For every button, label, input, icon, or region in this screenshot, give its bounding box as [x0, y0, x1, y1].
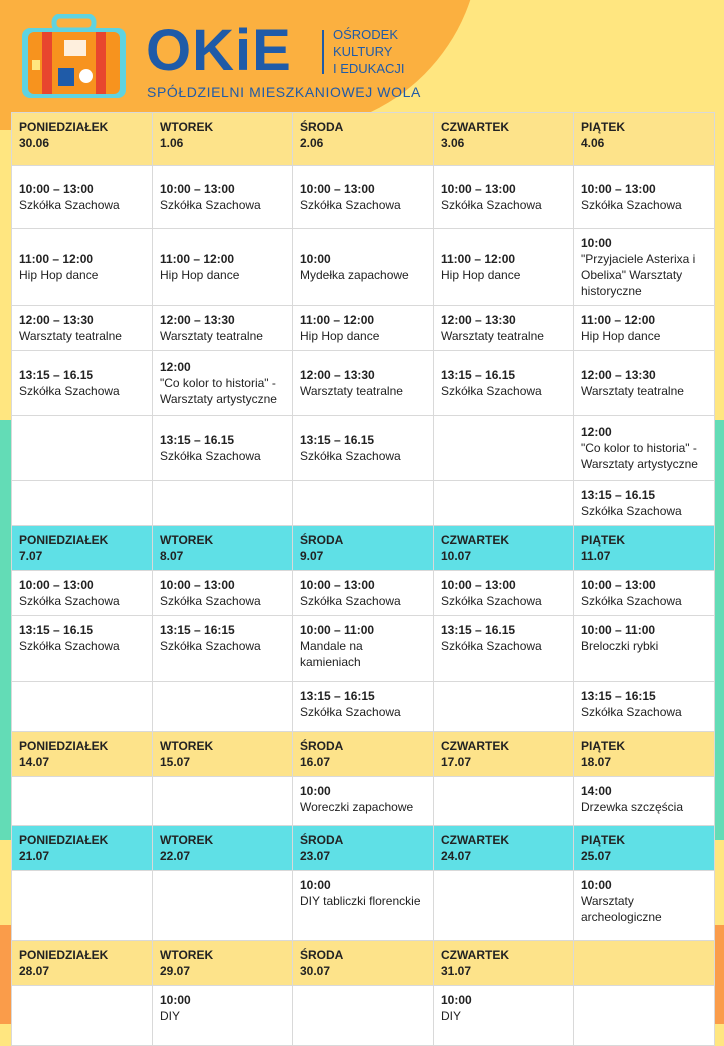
brand-tagline: SPÓŁDZIELNI MIESZKANIOWEJ WOLA — [147, 84, 421, 100]
activity-time: 10:00 – 13:00 — [300, 182, 375, 196]
activity-cell — [434, 416, 574, 481]
day-date: 9.07 — [300, 549, 324, 563]
activity-name: Szkółka Szachowa — [441, 198, 542, 212]
activity-time: 12:00 – 13:30 — [19, 313, 94, 327]
activity-time: 10:00 – 13:00 — [441, 578, 516, 592]
activity-row — [12, 871, 715, 941]
activity-row — [12, 416, 715, 481]
activity-time: 10:00 – 13:00 — [19, 182, 94, 196]
activity-cell — [153, 166, 293, 229]
activity-row — [12, 682, 715, 732]
activity-name: Szkółka Szachowa — [19, 384, 120, 398]
day-name: CZWARTEK — [441, 120, 509, 134]
activity-time: 13:15 – 16.15 — [19, 368, 94, 382]
day-date: 30.07 — [300, 964, 331, 978]
activity-cell — [434, 682, 574, 732]
activity-row — [12, 229, 715, 306]
activity-time: 10:00 – 13:00 — [441, 182, 516, 196]
activity-name: Szkółka Szachowa — [300, 705, 401, 719]
activity-time: 10:00 – 13:00 — [581, 578, 656, 592]
activity-name: Szkółka Szachowa — [581, 705, 682, 719]
activity-cell — [574, 571, 715, 616]
activity-time: 12:00 – 13:30 — [581, 368, 656, 382]
activity-cell — [153, 351, 293, 416]
day-name: PONIEDZIAŁEK — [19, 533, 109, 547]
activity-time: 11:00 – 12:00 — [160, 252, 235, 266]
activity-time: 10:00 — [300, 878, 331, 892]
activity-name: Hip Hop dance — [581, 329, 661, 343]
activity-time: 11:00 – 12:00 — [441, 252, 516, 266]
activity-cell — [434, 616, 574, 682]
activity-cell — [12, 229, 153, 306]
activity-cell — [574, 416, 715, 481]
activity-time: 10:00 – 13:00 — [581, 182, 656, 196]
activity-cell — [12, 416, 153, 481]
activity-time: 10:00 — [300, 252, 331, 266]
activity-time: 12:00 – 13:30 — [300, 368, 375, 382]
day-date: 1.06 — [160, 136, 184, 150]
activity-time: 12:00 – 13:30 — [160, 313, 235, 327]
activity-time: 13:15 – 16:15 — [300, 689, 375, 703]
day-name: ŚRODA — [300, 533, 344, 547]
activity-cell — [574, 481, 715, 526]
day-date: 18.07 — [581, 755, 612, 769]
activity-time: 11:00 – 12:00 — [19, 252, 94, 266]
activity-name: DIY — [160, 1009, 181, 1023]
activity-row — [12, 481, 715, 526]
activity-cell — [574, 166, 715, 229]
week-header-row — [12, 113, 715, 166]
activity-cell — [574, 777, 715, 826]
day-name: WTOREK — [160, 120, 214, 134]
activity-time: 13:15 – 16:15 — [160, 623, 235, 637]
activity-cell — [12, 166, 153, 229]
day-header-cell — [574, 113, 715, 166]
day-date: 10.07 — [441, 549, 472, 563]
activity-cell — [434, 986, 574, 1046]
day-name: PIĄTEK — [581, 739, 626, 753]
day-header-cell — [434, 826, 574, 871]
activity-time: 10:00 – 13:00 — [160, 182, 235, 196]
day-header-cell — [293, 941, 434, 986]
day-name: CZWARTEK — [441, 739, 509, 753]
week-header-row — [12, 826, 715, 871]
day-header-cell — [434, 941, 574, 986]
activity-cell — [293, 777, 434, 826]
day-name: PIĄTEK — [581, 120, 626, 134]
activity-name: Warsztaty teatralne — [441, 329, 544, 343]
activity-cell — [12, 616, 153, 682]
activity-name: Szkółka Szachowa — [441, 384, 542, 398]
activity-name: Szkółka Szachowa — [160, 594, 261, 608]
activity-time: 10:00 – 13:00 — [19, 578, 94, 592]
activity-cell — [153, 416, 293, 481]
day-header-cell — [574, 732, 715, 777]
activity-cell — [153, 986, 293, 1046]
activity-time: 14:00 — [581, 784, 612, 798]
activity-cell — [12, 777, 153, 826]
activity-name: DIY — [441, 1009, 462, 1023]
brand-divider — [322, 30, 324, 74]
week-header-row — [12, 941, 715, 986]
day-name: WTOREK — [160, 833, 214, 847]
week-header-row — [12, 732, 715, 777]
activity-cell — [434, 306, 574, 351]
page-header — [0, 0, 724, 110]
activity-name: Szkółka Szachowa — [160, 198, 261, 212]
activity-name: Szkółka Szachowa — [160, 449, 261, 463]
activity-time: 10:00 — [441, 993, 472, 1007]
activity-name: Szkółka Szachowa — [300, 198, 401, 212]
activity-cell — [293, 229, 434, 306]
activity-cell — [153, 871, 293, 941]
activity-cell — [293, 166, 434, 229]
day-header-cell — [434, 732, 574, 777]
day-header-cell — [12, 826, 153, 871]
activity-cell — [293, 571, 434, 616]
day-date: 15.07 — [160, 755, 191, 769]
activity-time: 10:00 — [300, 784, 331, 798]
day-header-cell — [293, 526, 434, 571]
activity-name: Warsztaty teatralne — [19, 329, 122, 343]
day-header-cell — [293, 113, 434, 166]
day-name: PONIEDZIAŁEK — [19, 739, 109, 753]
activity-cell — [434, 166, 574, 229]
activity-name: Hip Hop dance — [441, 268, 521, 282]
activity-cell — [153, 229, 293, 306]
activity-cell — [434, 229, 574, 306]
activity-cell — [293, 481, 434, 526]
day-date: 30.06 — [19, 136, 50, 150]
day-date: 3.06 — [441, 136, 465, 150]
day-name: PIĄTEK — [581, 833, 626, 847]
day-header-cell — [153, 526, 293, 571]
day-header-cell — [574, 526, 715, 571]
day-date: 21.07 — [19, 849, 50, 863]
activity-cell — [293, 871, 434, 941]
activity-cell — [153, 777, 293, 826]
activity-time: 10:00 – 13:00 — [160, 578, 235, 592]
day-header-cell — [293, 732, 434, 777]
day-header-cell — [434, 526, 574, 571]
day-date: 16.07 — [300, 755, 331, 769]
activity-time: 11:00 – 12:00 — [581, 313, 656, 327]
activity-cell — [293, 416, 434, 481]
activity-time: 13:15 – 16.15 — [160, 433, 235, 447]
activity-cell — [153, 306, 293, 351]
day-date: 14.07 — [19, 755, 50, 769]
activity-cell — [293, 986, 434, 1046]
activity-cell — [12, 986, 153, 1046]
day-header-cell — [12, 526, 153, 571]
day-name: WTOREK — [160, 948, 214, 962]
activity-cell — [153, 682, 293, 732]
day-name: CZWARTEK — [441, 533, 509, 547]
activity-name: "Co kolor to historia" - Warsztaty artystyczne — [581, 441, 698, 471]
activity-name: Szkółka Szachowa — [581, 504, 682, 518]
day-header-cell — [153, 826, 293, 871]
day-date: 8.07 — [160, 549, 184, 563]
activity-cell — [293, 351, 434, 416]
activity-name: Hip Hop dance — [160, 268, 240, 282]
day-date: 23.07 — [300, 849, 331, 863]
day-header-cell — [153, 732, 293, 777]
activity-time: 13:15 – 16.15 — [19, 623, 94, 637]
activity-row — [12, 166, 715, 229]
activity-name: Szkółka Szachowa — [160, 639, 261, 653]
activity-cell — [153, 481, 293, 526]
activity-cell — [12, 351, 153, 416]
activity-cell — [434, 871, 574, 941]
activity-row — [12, 777, 715, 826]
day-date: 22.07 — [160, 849, 191, 863]
day-date: 24.07 — [441, 849, 472, 863]
day-header-cell — [293, 826, 434, 871]
day-name: PIĄTEK — [581, 533, 626, 547]
activity-name: "Przyjaciele Asterixa i Obelixa" Warsztaty historyczne — [581, 252, 696, 298]
activity-time: 13:15 – 16.15 — [441, 368, 516, 382]
activity-name: Hip Hop dance — [19, 268, 99, 282]
day-name: CZWARTEK — [441, 948, 509, 962]
activity-name: Szkółka Szachowa — [441, 639, 542, 653]
day-header-cell — [12, 732, 153, 777]
activity-time: 10:00 — [160, 993, 191, 1007]
day-date: 28.07 — [19, 964, 50, 978]
activity-cell — [434, 481, 574, 526]
activity-name: Warsztaty teatralne — [300, 384, 403, 398]
activity-cell — [574, 986, 715, 1046]
day-date: 2.06 — [300, 136, 324, 150]
brand-logo-text: OKiE — [146, 18, 292, 83]
activity-cell — [434, 351, 574, 416]
day-name: ŚRODA — [300, 948, 344, 962]
activity-time: 10:00 — [581, 878, 612, 892]
activity-cell — [434, 571, 574, 616]
day-header-cell — [153, 113, 293, 166]
activity-cell — [293, 616, 434, 682]
activity-cell — [12, 871, 153, 941]
brand-subtitle: OŚRODEK KULTURY I EDUKACJI — [333, 27, 405, 76]
activity-name: Szkółka Szachowa — [441, 594, 542, 608]
activity-name: Szkółka Szachowa — [300, 449, 401, 463]
activity-name: Breloczki rybki — [581, 639, 659, 653]
activity-time: 13:15 – 16:15 — [581, 689, 656, 703]
activity-name: Szkółka Szachowa — [19, 639, 120, 653]
activity-name: Szkółka Szachowa — [19, 198, 120, 212]
day-name: CZWARTEK — [441, 833, 509, 847]
activity-cell — [153, 616, 293, 682]
activity-cell — [12, 682, 153, 732]
activity-cell — [574, 616, 715, 682]
activity-time: 10:00 — [581, 236, 612, 250]
day-header-cell — [12, 113, 153, 166]
activity-name: Mydełka zapachowe — [300, 268, 409, 282]
day-name: WTOREK — [160, 739, 214, 753]
activity-row — [12, 986, 715, 1046]
day-name: PONIEDZIAŁEK — [19, 120, 109, 134]
day-date: 31.07 — [441, 964, 472, 978]
activity-cell — [574, 871, 715, 941]
activity-time: 12:00 — [581, 425, 612, 439]
day-name: PONIEDZIAŁEK — [19, 833, 109, 847]
day-name: ŚRODA — [300, 120, 344, 134]
day-header-cell — [12, 941, 153, 986]
activity-cell — [574, 351, 715, 416]
activity-cell — [574, 229, 715, 306]
activity-name: Szkółka Szachowa — [581, 198, 682, 212]
day-name: WTOREK — [160, 533, 214, 547]
activity-row — [12, 306, 715, 351]
week-header-row — [12, 526, 715, 571]
activity-name: Woreczki zapachowe — [300, 800, 414, 814]
activity-name: Warsztaty teatralne — [581, 384, 684, 398]
activity-time: 12:00 – 13:30 — [441, 313, 516, 327]
activity-name: Drzewka szczęścia — [581, 800, 684, 814]
activity-name: Szkółka Szachowa — [19, 594, 120, 608]
day-date: 25.07 — [581, 849, 612, 863]
activity-name: Warsztaty archeologiczne — [581, 894, 662, 924]
activity-name: Szkółka Szachowa — [581, 594, 682, 608]
activity-row — [12, 351, 715, 416]
day-header-cell — [153, 941, 293, 986]
day-name: PONIEDZIAŁEK — [19, 948, 109, 962]
activity-time: 13:15 – 16.15 — [300, 433, 375, 447]
day-header-cell — [574, 941, 715, 986]
activity-time: 10:00 – 11:00 — [300, 623, 375, 637]
day-header-cell — [574, 826, 715, 871]
activity-name: Szkółka Szachowa — [300, 594, 401, 608]
activity-row — [12, 616, 715, 682]
activity-name: DIY tabliczki florenckie — [300, 894, 421, 908]
activity-time: 12:00 — [160, 360, 191, 374]
activity-time: 11:00 – 12:00 — [300, 313, 375, 327]
activity-cell — [574, 682, 715, 732]
activity-cell — [574, 306, 715, 351]
activity-name: Hip Hop dance — [300, 329, 380, 343]
activity-name: Warsztaty teatralne — [160, 329, 263, 343]
suitcase-logo-icon — [20, 14, 128, 100]
activity-cell — [293, 682, 434, 732]
activity-cell — [12, 306, 153, 351]
activity-cell — [293, 306, 434, 351]
day-date: 4.06 — [581, 136, 605, 150]
day-header-cell — [434, 113, 574, 166]
activity-name: "Co kolor to historia" - Warsztaty artystyczne — [160, 376, 277, 406]
activity-cell — [12, 571, 153, 616]
activity-time: 10:00 – 11:00 — [581, 623, 656, 637]
day-name: ŚRODA — [300, 739, 344, 753]
activity-time: 13:15 – 16.15 — [581, 488, 656, 502]
activity-time: 10:00 – 13:00 — [300, 578, 375, 592]
activity-cell — [153, 571, 293, 616]
day-name: ŚRODA — [300, 833, 344, 847]
schedule-table — [11, 112, 715, 1046]
day-date: 11.07 — [581, 549, 611, 563]
activity-cell — [12, 481, 153, 526]
day-date: 7.07 — [19, 549, 43, 563]
activity-time: 13:15 – 16.15 — [441, 623, 516, 637]
activity-name: Mandale na kamieniach — [300, 639, 363, 669]
day-date: 17.07 — [441, 755, 472, 769]
day-date: 29.07 — [160, 964, 191, 978]
activity-cell — [434, 777, 574, 826]
activity-row — [12, 571, 715, 616]
